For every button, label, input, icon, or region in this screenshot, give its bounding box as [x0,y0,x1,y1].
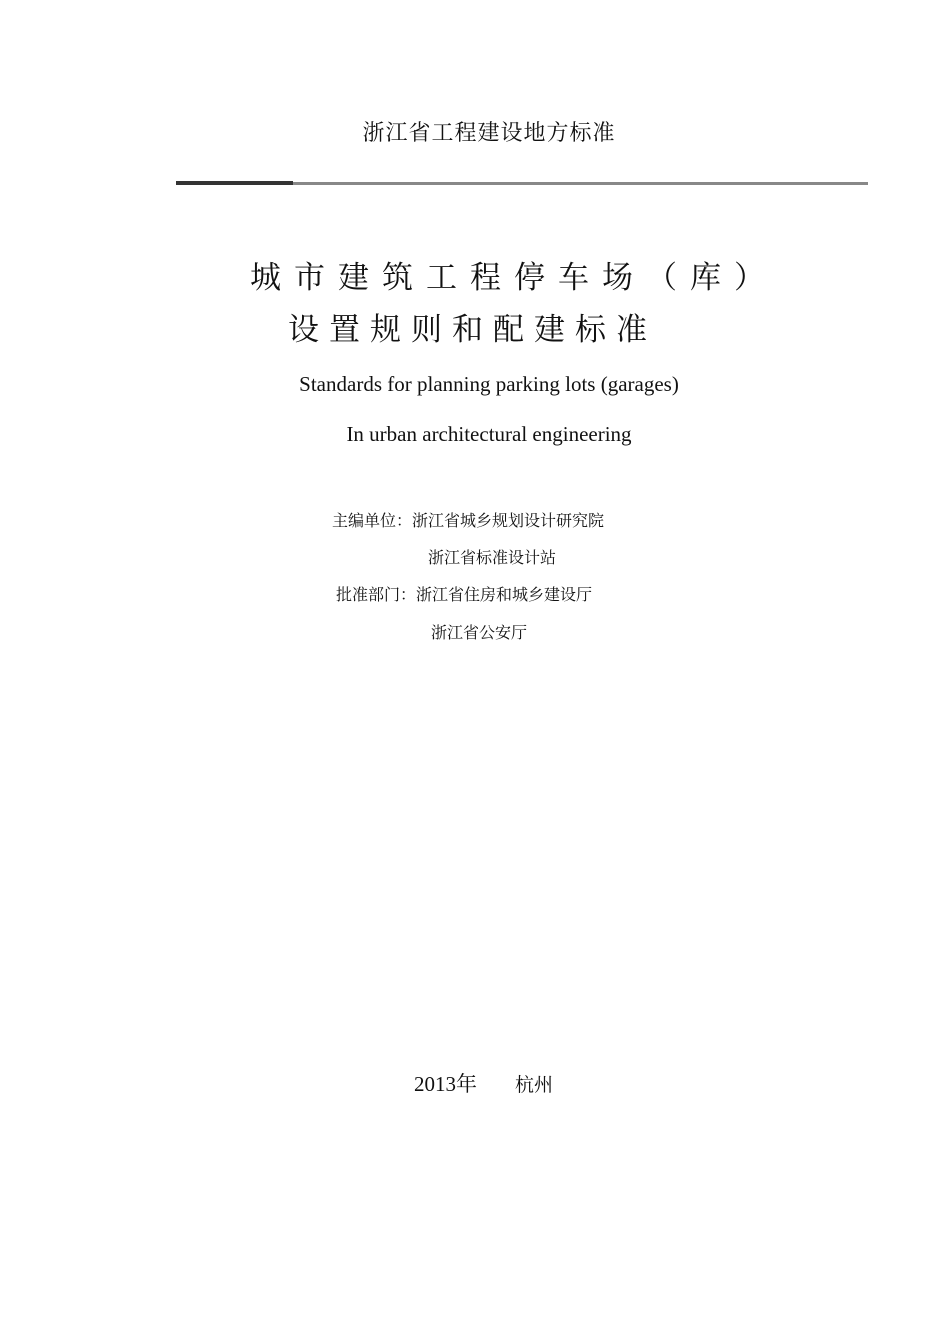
header-title: 浙江省工程建设地方标准 [362,121,616,146]
main-title-line-2: 设置规则和配建标准 [288,312,657,348]
main-title-line-1: 城市建筑工程停车场（库） [250,260,778,296]
english-title-line-1: Standards for planning parking lots (garages) [299,372,679,396]
approving-department: 批准部门：浙江省住房和城乡建设厅 [336,585,593,604]
chief-editor-unit-2: 浙江省标准设计站 [428,548,557,567]
header-rule-thick [176,181,293,185]
chief-editor-unit: 主编单位：浙江省城乡规划设计研究院 [332,511,605,530]
footer-city: 杭州 [515,1074,554,1096]
english-title-line-2: In urban architectural engineering [346,422,632,446]
approving-department-2: 浙江省公安厅 [431,623,528,642]
footer-year: 2013年 [414,1072,477,1096]
header-rule-thin [293,182,868,185]
footer [414,1068,553,1098]
